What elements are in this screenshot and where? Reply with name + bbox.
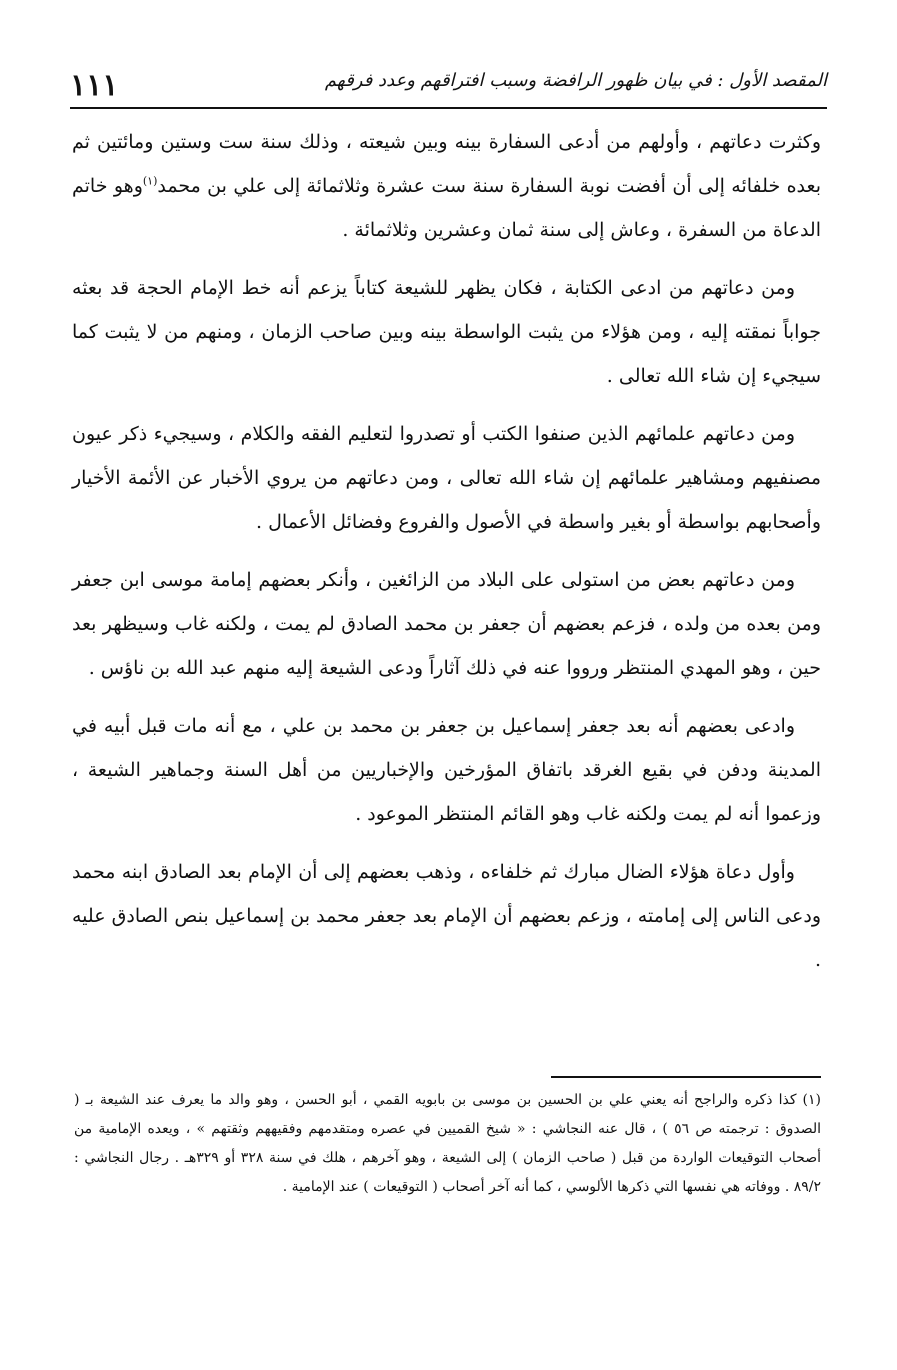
paragraph-1: [72, 120, 821, 252]
footnote-number: (١): [802, 1092, 821, 1108]
footnote-reference[interactable]: (١): [142, 174, 158, 188]
paragraph-3: ومن دعاتهم علمائهم الذين صنفوا الكتب أو تصدروا لتعليم الفقه والكلام ، وسيجيء ذكر عيون مصنفيهم ومشاهير علمائهم إن شاء الله تعالى ، ومن دعاتهم من يروي الأخبار عن الأئمة الأخيار وأصحابهم بواسطة أو بغير واسطة في الأصول والفروع وفضائل الأعمال .: [72, 423, 821, 533]
paragraph-5: وادعى بعضهم أنه بعد جعفر إسماعيل بن جعفر بن محمد بن علي ، مع أنه مات قبل أبيه في المدينة ودفن في بقيع الغرقد باتفاق المؤرخين والإخباريين من أهل السنة وجماهير الشيعة ، وزعموا أنه لم يمت ولكنه غاب وهو القائم المنتظر الموعود .: [72, 715, 821, 825]
paragraph-6: وأول دعاة هؤلاء الضال مبارك ثم خلفاءه ، وذهب بعضهم إلى أن الإمام بعد الصادق ابنه محمد ودعى الناس إلى إمامته ، وزعم بعضهم أن الإمام بعد جعفر محمد بن إسماعيل بنص الصادق عليه .: [72, 861, 821, 971]
paragraph-2: ومن دعاتهم من ادعى الكتابة ، فكان يظهر للشيعة كتاباً يزعم أنه خط الإمام الحجة قد بعثه جواباً نمقته إليه ، ومن هؤلاء من يثبت الواسطة بينه وبين صاحب الزمان ، ومنهم من لا يثبت كما سيجيء إن شاء الله تعالى .: [72, 277, 821, 387]
running-title: المقصد الأول : في بيان ظهور الرافضة وسبب افتراقهم وعدد فرقهم: [324, 70, 827, 91]
footnote-divider: [551, 1076, 821, 1078]
footnote-text: كذا ذكره والراجح أنه يعني علي بن الحسين بن موسى بن بابويه القمي ، أبو الحسن ، وهو والد ما يعرف عند الشيعة بـ ( الصدوق : ترجمته ص ٥٦ ) ، قال عنه النجاشي : « شيخ القميين في عصره ومتقدمهم وفقيههم وثقتهم » ، ويعده الإمامية من أصحاب التوقيعات الواردة من قبل ( صاحب الزمان ) إلى الشيعة ، وهو آخرهم ، هلك في سنة ٣٢٨ أو ٣٢٩هـ . رجال النجاشي : ٨٩/٢ . ووفاته هي نفسها التي ذكرها الألوسي ، كما أنه آخر أصحاب ( التوقيعات ) عند الإمامية .: [74, 1092, 822, 1195]
footnotes: [74, 1086, 821, 1202]
page-header: [70, 62, 827, 112]
footnote-1: [74, 1086, 821, 1202]
main-text: [72, 120, 821, 996]
paragraph-text: وهو خاتم الدعاة من السفرة ، وعاش إلى سنة ثمان وعشرين وثلاثمائة .: [72, 175, 821, 241]
paragraph-text: وكثرت دعاتهم ، وأولهم من أدعى السفارة بينه وبين شيعته ، وذلك سنة ست وستين ومائتين ثم بعده خلفائه إلى أن أفضت نوبة السفارة سنة ست عشرة وثلاثمائة إلى علي بن محمد: [72, 131, 821, 197]
page-number: ١١١: [70, 68, 119, 103]
header-divider: [70, 107, 827, 109]
paragraph-4: ومن دعاتهم بعض من استولى على البلاد من الزائغين ، وأنكر بعضهم إمامة موسى ابن جعفر ومن بعده من ولده ، فزعم بعضهم أن جعفر بن محمد الصادق لم يمت ، ولكنه غاب وسيظهر بعد حين ، وهو المهدي المنتظر ورووا عنه في ذلك آثاراً ودعى الشيعة إليه منهم عبد الله بن ناؤس .: [72, 569, 821, 679]
